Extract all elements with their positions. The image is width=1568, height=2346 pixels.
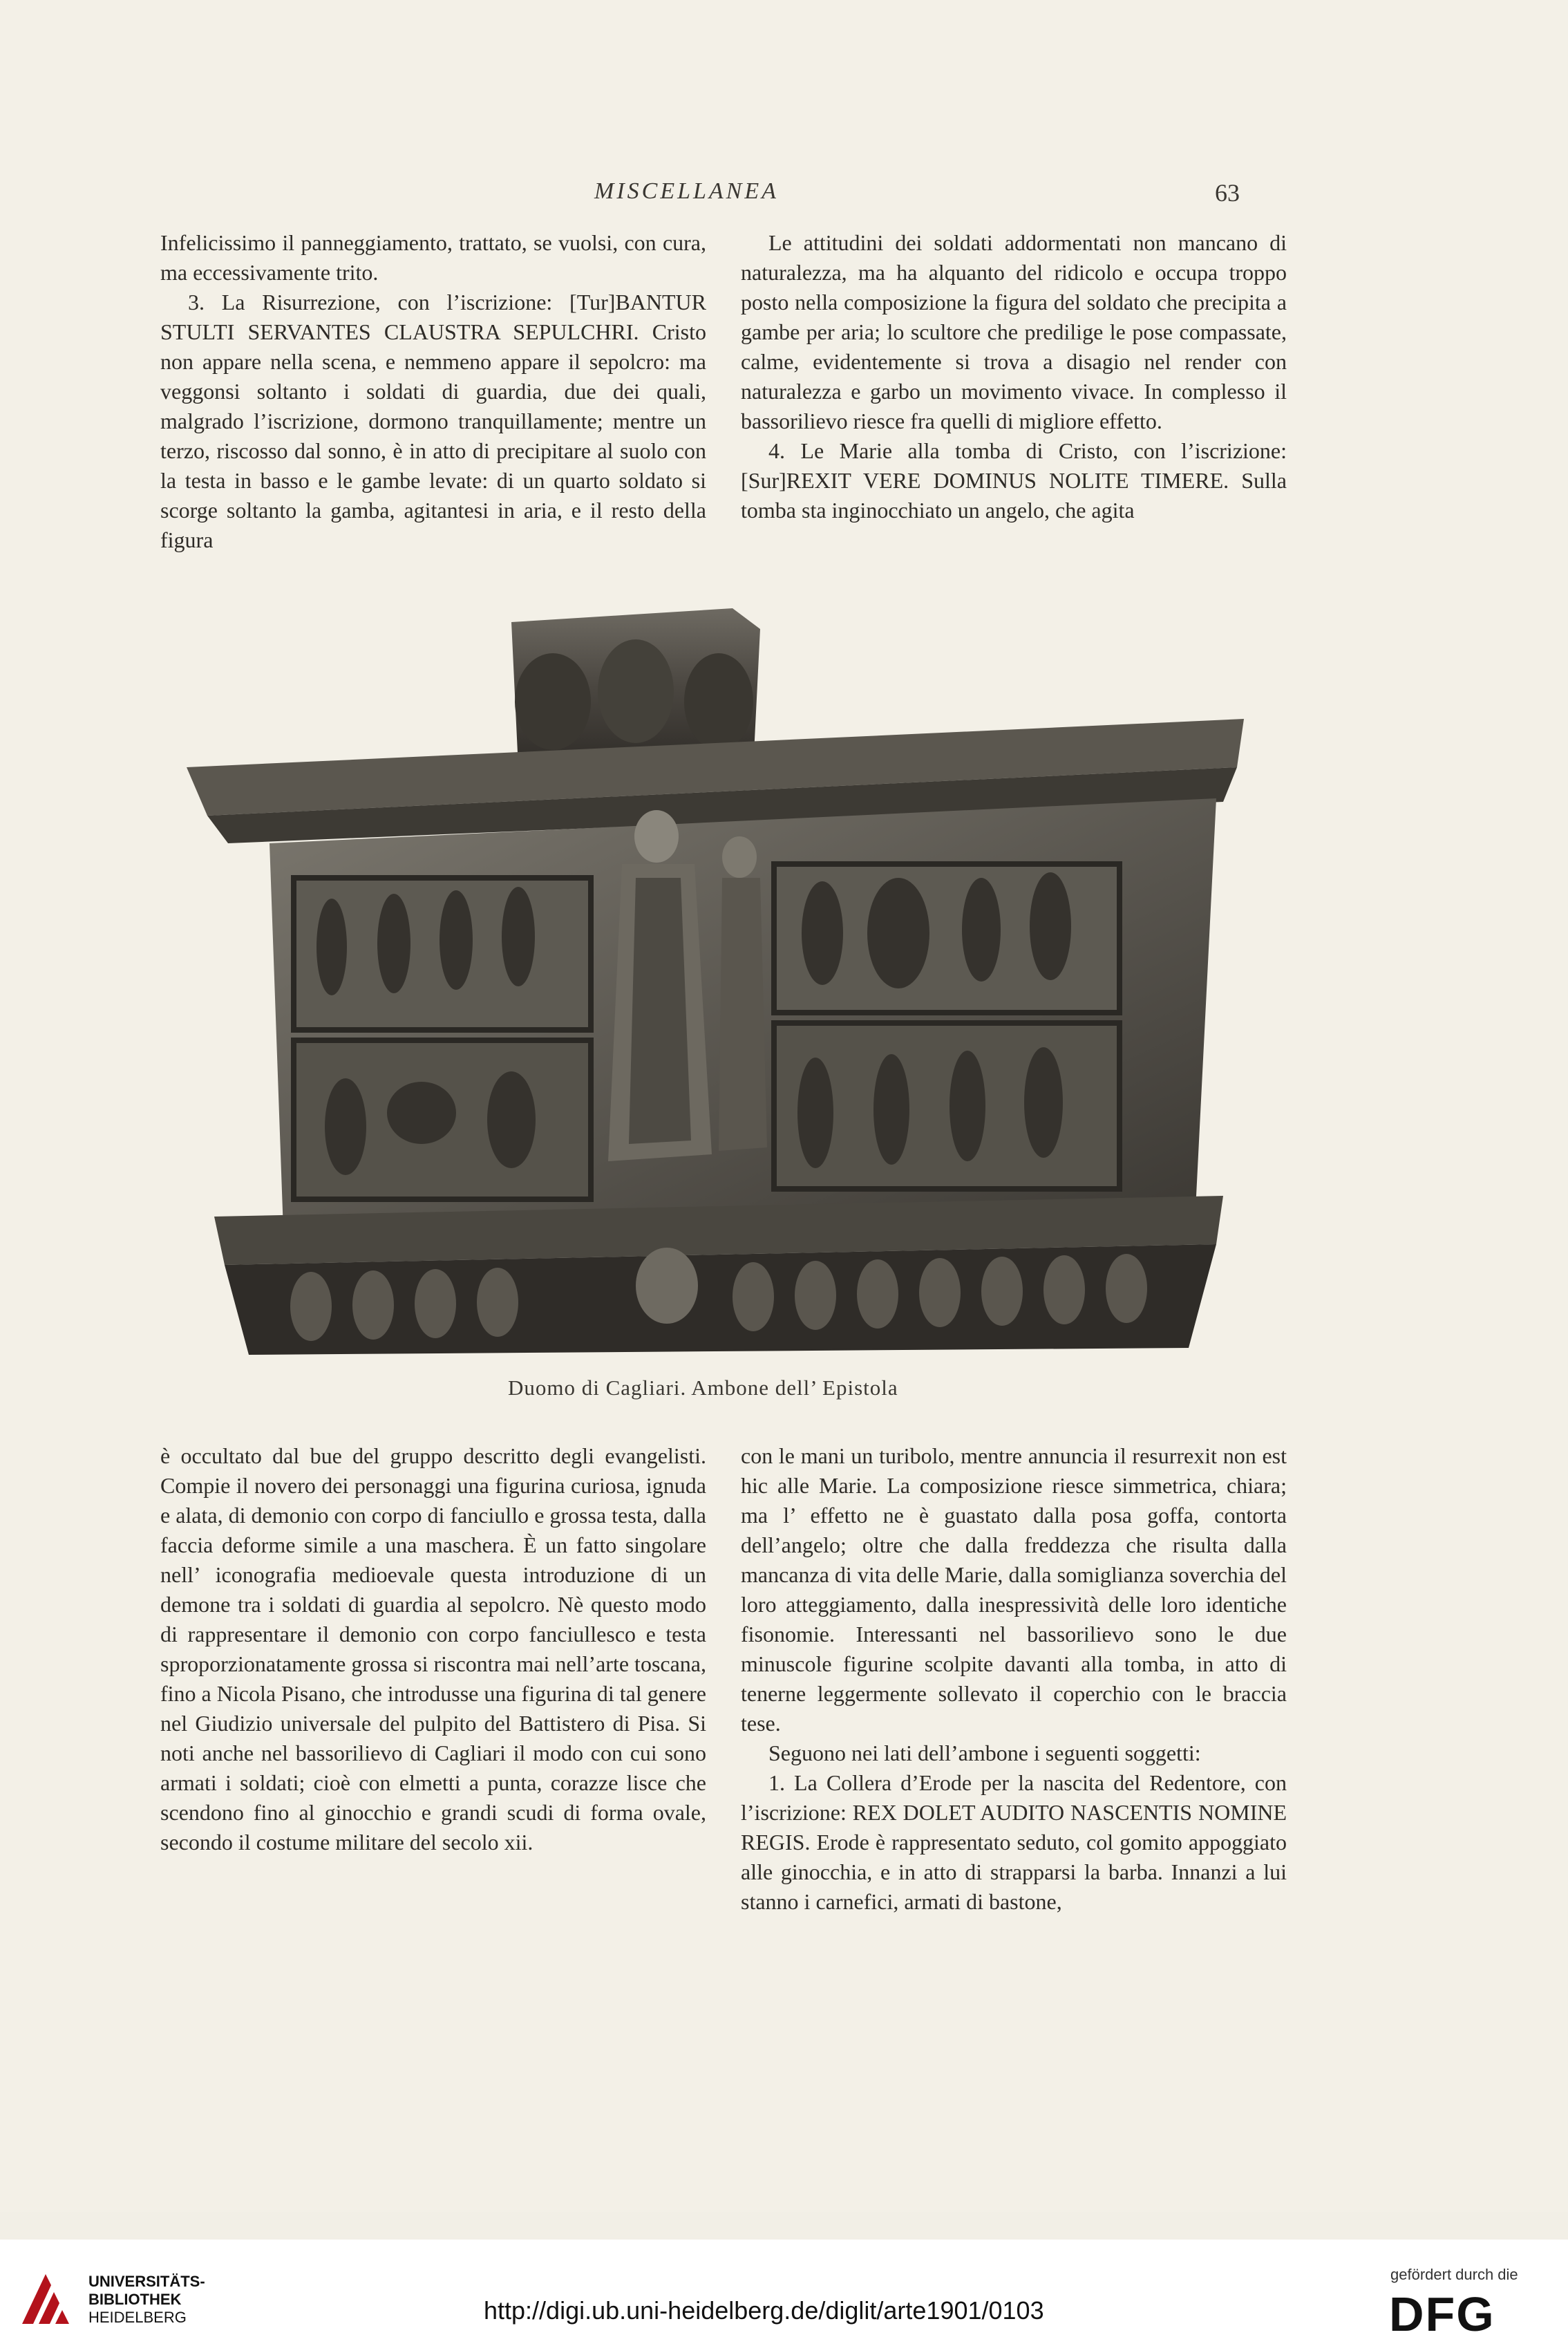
paragraph: 3. La Risurrezione, con l’iscrizione: [Tur]BANTUR STULTI SERVANTES CLAUSTRA SEPULCHRI. Cristo non appare nella scena, e nemmeno appare il sepolcro: ma veggonsi soltanto i soldati di guardia, due dei quali, malgrado l’iscrizione, dormono tranquillamente; mentre un terzo, riscosso dal sonno, è in atto di precipitare al suolo con la testa in basso e le gambe levate: di un quarto soldato si scorge soltanto la gamba, agitantesi in aria, e il resto della figura — [160, 290, 706, 552]
university-library-logo-icon — [15, 2269, 76, 2329]
page-number: 63 — [1215, 179, 1240, 207]
left-column-bottom — [160, 1441, 706, 1857]
running-title: MISCELLANEA — [594, 178, 779, 204]
digitization-footer — [0, 2240, 1568, 2346]
paragraph: 1. La Collera d’Erode per la nascita del Redentore, con l’iscrizione: REX DOLET AUDITO NASCENTIS NOMINE REGIS. Erode è rappresentato seduto, col gomito appoggiato alle ginocchia, e in atto di strapparsi la barba. Innanzi a lui stanno i carnefici, armati di bastone, — [741, 1770, 1287, 1914]
ambone-photograph — [187, 588, 1244, 1369]
paragraph: Le attitudini dei soldati addormentati non mancano di naturalezza, ma ha alquanto del ridicolo e occupa troppo posto nella composizione la figura del soldato che precipita a gambe per aria; lo scultore che predilige le pose compassate, calme, evidentemente si trova a disagio nel render con naturalezza e garbo un movimento vivace. In complesso il bassorilievo riesce fra quelli di migliore effetto. — [741, 230, 1287, 433]
running-head — [0, 178, 1568, 213]
paragraph: è occultato dal bue del gruppo descritto degli evangelisti. Compie il novero dei personaggi una figurina curiosa, ignuda e alata, di demonio con corpo di fanciullo e grossa testa, dalla faccia deforme simile a una maschera. È un fatto singolare nell’ iconografia medioevale questa introduzione di un demone tra i soldati di guardia al sepolcro. Nè questo modo di rappresentare il demonio con corpo fanciullesco e testa sproporzionatamente grossa si riscontra mai nell’arte toscana, fino a Nicola Pisano, che introdusse una figurina di tal genere nel Giudizio universale del pulpito del Battistero di Pisa. Si noti anche nel bassorilievo di Cagliari il modo con cui sono armati i soldati; cioè con elmetti a punta, corazze lisce che scendono fino al ginocchio e grandi scudi di forma ovale, secondo il costume militare del secolo xii. — [160, 1443, 706, 1855]
paragraph: Infelicissimo il panneggiamento, trattato, se vuolsi, con cura, ma eccessivamente trito. — [160, 230, 706, 285]
right-column-bottom — [741, 1441, 1287, 1917]
figure-caption: Duomo di Cagliari. Ambone dell’ Epistola — [508, 1376, 898, 1400]
relief-image — [187, 588, 1244, 1369]
dfg-logo: DFG — [1389, 2287, 1495, 2341]
funded-by-label: gefördert durch die — [1390, 2266, 1518, 2283]
paragraph: Seguono nei lati dell’ambone i seguenti soggetti: — [768, 1740, 1201, 1765]
source-link[interactable]: http://digi.ub.uni-heidelberg.de/diglit/arte1901/0103 — [484, 2296, 1044, 2325]
right-column-top — [741, 228, 1287, 525]
library-name: UNIVERSITÄTS- BIBLIOTHEK HEIDELBERG — [88, 2273, 205, 2326]
left-column-top — [160, 228, 706, 555]
paragraph: 4. Le Marie alla tomba di Cristo, con l’iscrizione: [Sur]REXIT VERE DOMINUS NOLITE TIMERE. Sulla tomba sta inginocchiato un angelo, che agita — [741, 438, 1287, 523]
paragraph: con le mani un turibolo, mentre annuncia il resurrexit non est hic alle Marie. La composizione riesce simmetrica, chiara; ma l’ effetto ne è guastato dalla posa goffa, contorta dell’angelo; oltre che dalla freddezza che risulta dalla mancanza di vita delle Marie, dalla somiglianza soverchia del loro atteggiamento, dalla inespressività delle loro identiche fisonomie. Interessanti nel bassorilievo sono le due minuscole figurine scolpite davanti alla tomba, in atto di tenerne leggermente sollevato il coperchio con le braccia tese. — [741, 1443, 1287, 1736]
